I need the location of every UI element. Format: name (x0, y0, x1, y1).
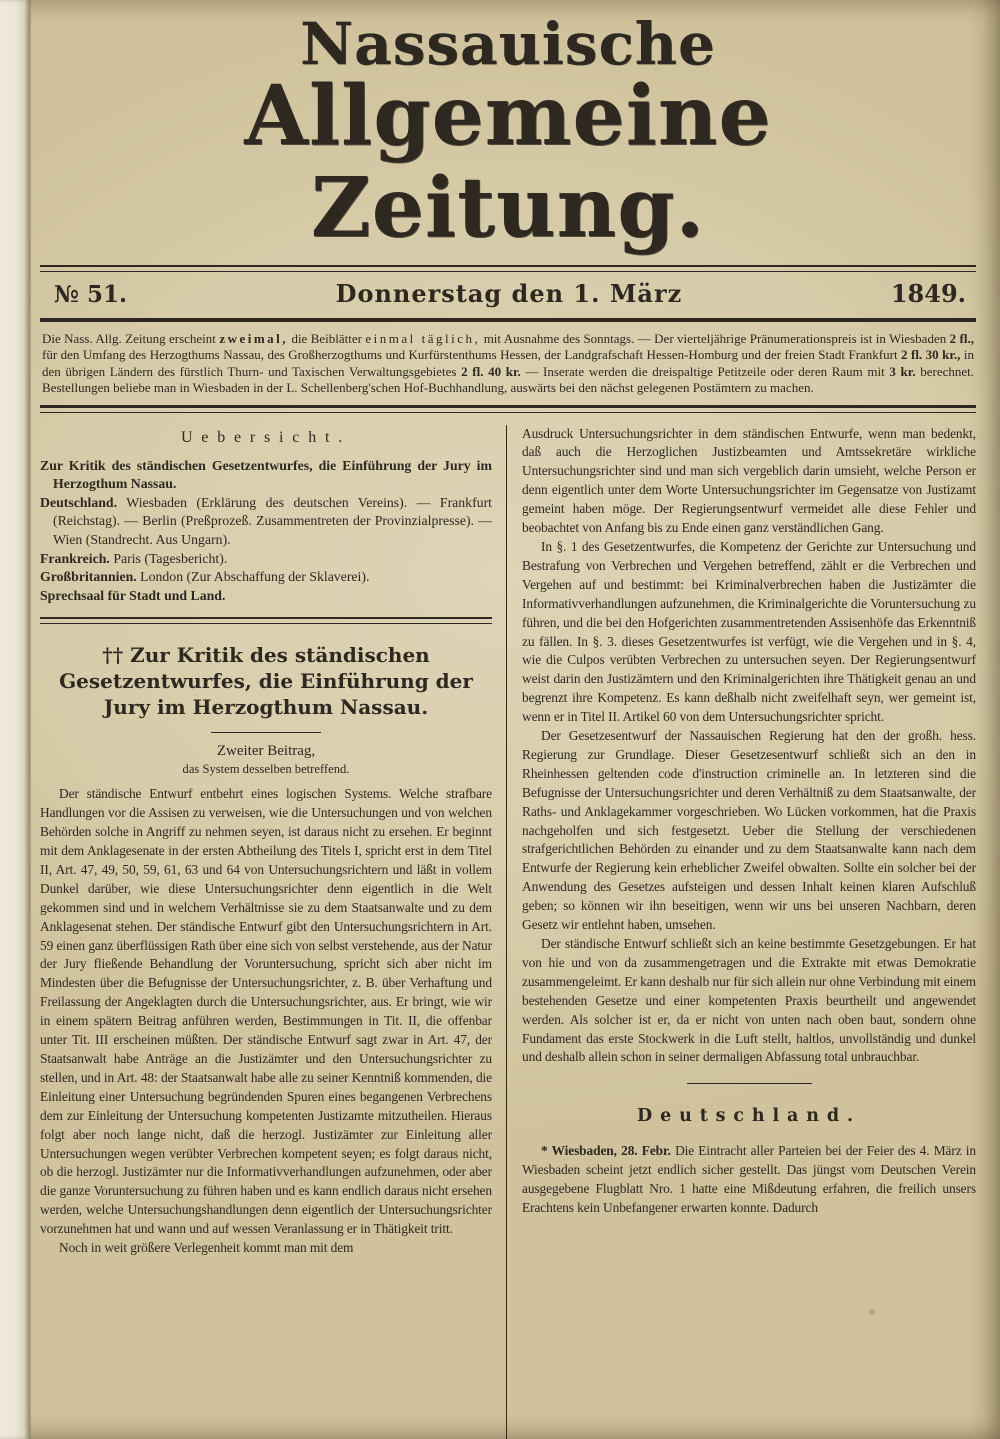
overview-item (40, 568, 492, 587)
issue-year: 1849. (890, 278, 966, 308)
masthead (40, 0, 976, 255)
newspaper-title-line1: Nassauische (300, 10, 716, 78)
imprint-seg: einmal täglich, (365, 330, 481, 346)
overview-item (40, 550, 492, 569)
article-paragraph: Der ständische Entwurf entbehrt eines logischen Systems. Welche strafbare Handlungen vor die Assisen zu verweisen, wie die Untersuchungen und von welchen Behörden solche in Angriff zu nehmen seyen, ist daraus nicht zu ersehen. Er beginnt mit dem Anklagesenate in der ersten Abtheilung des Titels I, spricht erst in dem Titel II, Art. 47, 49, 50, 59, 61, 63 und 64 von Untersuchungsrichtern und läßt in vollem Dunkel darüber, wie diese Untersuchungsrichter denn eigentlich in die Welt gekommen sind und in welchem Verhältnisse sie zu dem Staatsanwalte und zu dem Anklagesenat stehen. Der ständische Entwurf gibt den Untersuchungsrichtern in Art. 59 einen ganz überflüssigen Rath über eine sich von selbst verstehende, aus der Natur der Jury fließende Behandlung der Voruntersuchung, spricht sich aber nicht im Mindesten über die Befugnisse der Untersuchungsrichter, z. B. über Verhaftung und Freilassung der Angeklagten durch die Untersuchungsrichter, aus. Er bringt, wie wir in einem spätern Beitrag anführen werden, Bestimmungen in Tit. II, die offenbar unter Tit. III erscheinen müßten. Der ständische Entwurf sagt zwar in Art. 47, der Staatsanwalt habe Anträge an die Justizämter und den Untersuchungsrichter zu stellen, und in Art. 48: der Staatsanwalt habe alle zu seiner Kenntniß kommenden, die Einleitung einer Untersuchung begründenden Spuren eines begangenen Verbrechens dem zur Einleitung der Untersuchung kompetenten Justizamte mitzutheilen. Hieraus folgt aber noch lange nicht, daß die herzogl. Justizämter zur Einleitung aller Untersuchungen wegen verübter Verbrechen kompetent seyen; es folgt daraus nicht, ob die herzogl. Justizämter nur die Informativverhandlungen aufzunehmen, oder aber die ganze Voruntersuchung zu führen haben und es kann endlich daraus nicht ersehen werden, welche Untersuchungshandlungen denn eigentlich der Untersuchungsrichter vorzunehmen hat und wann und auf wessen Veranlassung er in Thätigkeit tritt. (40, 786, 492, 1237)
article-columns (40, 425, 976, 1439)
imprint-seg: in den übrigen Ländern des fürstlich Thurn- und Taxischen Verwaltungsgebietes (42, 347, 974, 379)
overview-item (40, 494, 492, 550)
right-column (506, 425, 976, 1439)
overview-item-rest: London (Zur Abschaffung der Sklaverei). (136, 569, 370, 585)
article-subtitle-2: das System desselben betreffend. (182, 762, 350, 777)
overview-item (40, 457, 492, 494)
dateline (40, 272, 976, 314)
imprint-seg: Die Nass. Allg. Zeitung erscheint (42, 330, 220, 346)
headline-rule (211, 732, 321, 733)
divider-below-dateline (40, 318, 976, 322)
overview-item-lead: Großbritannien. (40, 569, 137, 585)
overview-item-lead: Zur Kritik des ständischen Gesetzentwurfes, die Einführung der Jury im Herzogthum Nassau. (40, 457, 492, 492)
imprint-seg: die Beiblätter (288, 330, 366, 346)
article-paragraph: Ausdruck Untersuchungsrichter in dem ständischen Entwurfe, wenn man bedenkt, daß auch die Herzoglichen Justizbeamten und Amtssekretäre wirkliche Untersuchungsrichter sind und man sich vergeblich darin umsieht, welche Person er denn eigentlich unter dem Worte Untersuchungsrichter im Gegensatze von Justizamt gemeint haben möge. Der Regierungsentwurf vermeidet alle diese Fehler und beobachtet von Anfang bis zu Ende einen ganz verständlichen Gang. (522, 425, 976, 536)
page-content (40, 0, 976, 1439)
binding-edge (0, 0, 31, 1439)
article-paragraph: In §. 1 des Gesetzentwurfes, die Kompetenz der Gerichte zur Untersuchung und Bestrafung von Verbrechen und Vergehen betreffend, zählt er die Verbrechen und Vergehen auf und bestimmt: bei Kriminalverbrechen haben die Justizämter die Informativverhandlungen aufzunehmen, die Kriminalgerichte die Voruntersuchung zu führen, und die bei den Hofgerichten zusammentretenden Assisenhöfe das Erkenntniß zu fällen. In §. 3. dieses Gesetzentwurfes ist verfügt, wie die Vergehen und in §. 4, wie die Culpos verübten Verbrechen zu untersuchen seyen. Der Regierungsentwurf weist darin den Justizämtern und den Kriminalgerichten ihre Thätigkeit genau an und begrenzt ihre Kompetenz. Es kann deßhalb nicht zweifelhaft seyn, wer gemeint ist, wenn er in Titel II. Artikel 60 von dem Untersuchungsrichter spricht. (522, 538, 976, 725)
overview-item-lead: Sprechsaal für Stadt und Land. (40, 587, 226, 603)
overview-heading: Uebersicht. (180, 428, 352, 446)
imprint-seg: 2 fl. 40 kr. (461, 363, 521, 379)
section-heading-deutschland: Deutschland. (637, 1106, 861, 1127)
divider-above-headline (40, 617, 492, 624)
overview-item (40, 587, 492, 606)
article-subtitle: Zweiter Beitrag, (216, 743, 316, 760)
dispatch-dateline: * Wiesbaden, 28. Febr. (541, 1143, 671, 1159)
dispatch-paragraph (522, 1142, 976, 1218)
newspaper-title-line2: Allgemeine Zeitung. (244, 67, 772, 256)
imprint-seg: für den Umfang des Herzogthums Nassau, des Großherzogthums und Kurfürstenthums Hessen, der Landgrafschaft Hessen-Homburg und der freien Stadt Frankfurt (42, 347, 902, 363)
divider-below-imprint (40, 405, 976, 413)
overview-item-rest: Paris (Tagesbericht). (109, 550, 228, 566)
imprint-seg: 2 fl., (949, 330, 974, 346)
imprint-notice (42, 331, 974, 397)
overview-item-rest: Wiesbaden (Erklärung des deutschen Vereins). — Frankfurt (Reichstag). — Berlin (Preßprozeß. Zusammentreten der Provinzialpresse). — Wien (Standrecht. Aus Ungarn). (53, 494, 492, 547)
article-paragraph: Der Gesetzesentwurf der Nassauischen Regierung hat den der großh. hess. Regierung zur Grundlage. Dieser Gesetzesentwurf schließt sich an den in Rheinhessen geltenden code d'instruction criminelle an. In letzteren sind die Befugnisse der Untersuchungsrichter und deren Verhältniß zu dem Staatsanwalte, der Raths- und Anklagekammer vorgeschrieben. Wo Lücken vorkommen, hat die Praxis nachgeholfen und sich festgesetzt. Ueber die Stellung der verschiedenen strafgerichtlichen Behörden zu einander und zu dem Staatsanwalte kann nach dem Entwurfe der Regierung kein erheblicher Zweifel obwalten. Sollte ein solcher bei der Anwendung des Gesetzes aufsteigen und dessen Inhalt keinen klaren Aufschluß geben; so können wir ihn beseitigen, wenn wir uns bei unseren Nachbarn, deren Gesetz wir entlehnt haben, umsehen. (522, 728, 976, 933)
article-headline: †† Zur Kritik des ständischen Gesetzentwurfes, die Einführung der Jury im Herzogthum Nassau. (59, 643, 473, 720)
imprint-seg: berechnet. Bestellungen beliebe man in Wiesbaden in der L. Schellenberg'schen Hof-Buchhandlung, auswärts bei den nächst gelegenen Postämtern zu machen. (42, 363, 974, 396)
issue-date: Donnerstag den 1. März (335, 278, 683, 308)
overview-list (40, 457, 492, 606)
section-end-rule (687, 1083, 812, 1084)
imprint-seg: 2 fl. 30 kr., (901, 347, 961, 363)
imprint-seg: zweimal, (219, 330, 289, 346)
article-paragraph: Noch in weit größere Verlegenheit kommt man mit dem (59, 1240, 354, 1256)
article-paragraph: Der ständische Entwurf schließt sich an keine bestimmte Gesetzgebungen. Er hat von hie und von da zusammengetragen und die Extrakte mit etwas Demokratie zusammengeleimt. Er kann deshalb nur für sich allein nur ohne Verbindung mit einem bestehenden Gesetze und einer kompetenten Praxis beurtheilt und angewendet werden. Als solcher ist er, da er nicht von unten nach oben baut, sondern ohne Fundament das erste Stockwerk in die Luft stellt, haltlos, unvollständig und dunkel und deshalb allein schon in seiner dermaligen Abfassung total unbrauchbar. (522, 936, 976, 1065)
dispatch-text: Die Eintracht aller Parteien bei der Feier des 4. März in Wiesbaden scheint jetzt endlich sicher gestellt. Das jüngst vom Deutschen Verein ausgegebene Flugblatt Nro. 1 hatte eine Mißdeutung erfahren, die freilich unsers Erachtens kein Unbefangener erwarten konnte. Dadurch (522, 1143, 976, 1216)
imprint-seg: — Inserate werden die dreispaltige Petitzeile oder deren Raum mit (520, 363, 890, 379)
overview-item-lead: Frankreich. (40, 550, 110, 566)
imprint-seg: 3 kr. (889, 363, 916, 379)
issue-number: № 51. (54, 280, 128, 308)
overview-item-lead: Deutschland. (40, 494, 118, 510)
left-column (40, 425, 506, 1439)
divider-above-dateline (40, 265, 976, 272)
imprint-seg: mit Ausnahme des Sonntags. — Der vierteljährige Pränumerationspreis ist in Wiesbaden (480, 330, 950, 346)
